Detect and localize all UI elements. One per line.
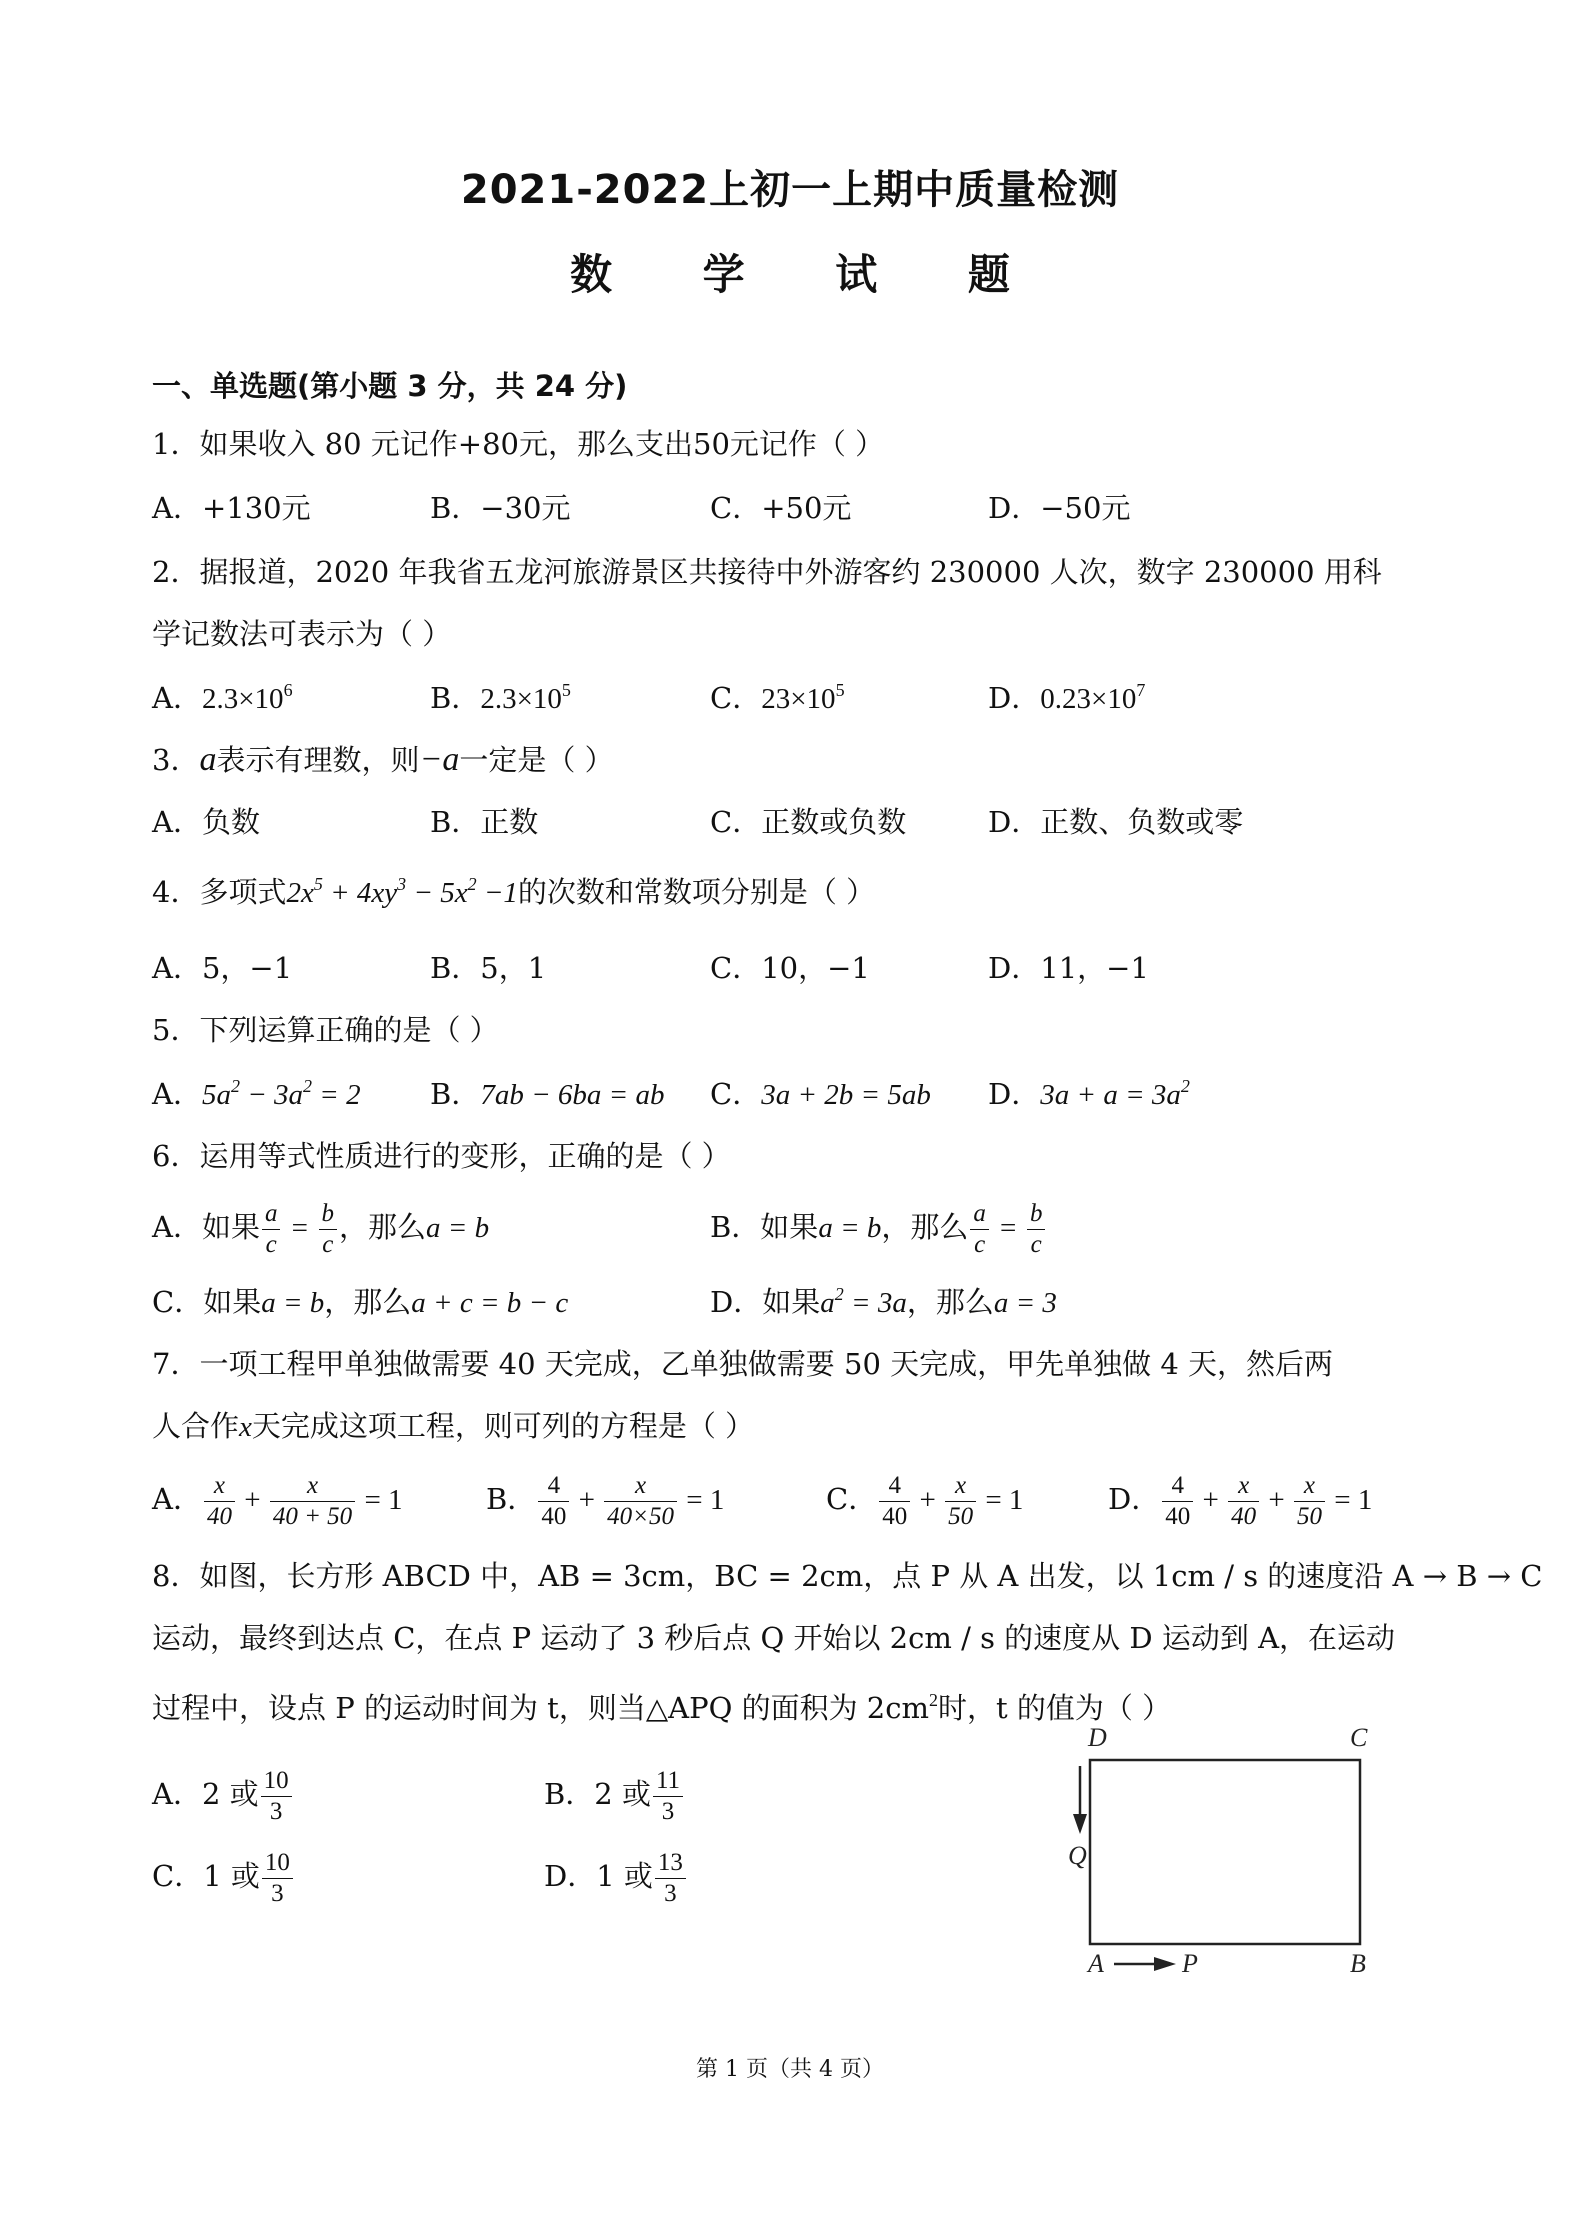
rectangle-abcd-figure	[1070, 1722, 1400, 1982]
question-8-stem-line2: 运动，最终到达点 C，在点 P 运动了 3 秒后点 Q 开始以 2cm / s 的速度从 D 运动到 A，在运动	[152, 1621, 1396, 1655]
question-1-stem: 1．如果收入 80 元记作+80元，那么支出50元记作（ ）	[152, 427, 885, 461]
vertex-label-c: C	[1350, 1723, 1368, 1752]
q7-option-a: A． $\frac{x}{40}$ + $\frac{x}{40 + 50}$ = 1	[152, 1471, 403, 1530]
q2-option-d: D．$0.23\times 10^7$	[988, 680, 1146, 715]
question-6-stem: 6．运用等式性质进行的变形，正确的是（ ）	[152, 1139, 731, 1173]
q8-option-d: D．1 或 $\frac{13}{3}$	[544, 1840, 688, 1912]
vertex-label-a: A	[1088, 1949, 1104, 1978]
q6-option-b: B．如果a = b，那么 $\frac{a}{c}$ = $\frac{b}{c}$	[710, 1192, 1047, 1263]
q3-option-c: C．正数或负数	[710, 805, 907, 839]
question-8-stem-line1: 8．如图，长方形 ABCD 中，AB = 3cm，BC = 2cm，点 P 从 A 出发，以 1cm / s 的速度沿 A → B → C	[152, 1559, 1543, 1593]
q4-option-a: A．5，−1	[152, 951, 293, 985]
q1-option-d: D．−50元	[988, 491, 1131, 525]
q2-option-a: A．$2.3\times 10^6$	[152, 680, 293, 715]
question-7-stem-line2: 人合作x天完成这项工程，则可列的方程是（ ）	[152, 1409, 755, 1443]
vertex-label-d: D	[1088, 1723, 1107, 1752]
q5-option-d: D．$3a + a = 3a^2$	[988, 1076, 1190, 1111]
q1-option-a: A．+130元	[152, 491, 311, 525]
q7-option-d: D． $\frac{4}{40}$ + $\frac{x}{40}$ + $\frac{x}{50}$ = 1	[1108, 1471, 1373, 1530]
q4-option-d: D．11，−1	[988, 951, 1149, 985]
q2-option-b: B．$2.3\times 10^5$	[430, 680, 571, 715]
arrow-down-icon	[1073, 1766, 1087, 1834]
q7-option-b: B． $\frac{4}{40}$ + $\frac{x}{40\times 50}$ = 1	[486, 1471, 725, 1530]
question-3-stem: 3．a表示有理数，则−a一定是（ ）	[152, 741, 614, 778]
rectangle-abcd	[1090, 1760, 1360, 1944]
q5-option-a: A．$5a^2 - 3a^2 = 2$	[152, 1076, 361, 1111]
q8-option-a: A．2 或 $\frac{10}{3}$	[152, 1758, 294, 1830]
q3-option-d: D．正数、负数或零	[988, 805, 1244, 839]
question-4-stem: 4．多项式$2x^5 + 4xy^3 - 5x^2 -1$的次数和常数项分别是（ ）	[152, 874, 876, 909]
question-5-stem: 5．下列运算正确的是（ ）	[152, 1013, 499, 1047]
q4-option-c: C．10，−1	[710, 951, 870, 985]
vertex-label-b: B	[1350, 1949, 1366, 1978]
point-label-q: Q	[1068, 1841, 1087, 1870]
question-7-stem-line1: 7．一项工程甲单独做需要 40 天完成，乙单独做需要 50 天完成，甲先单独做 4 天，然后两	[152, 1347, 1334, 1381]
q6-option-a: A．如果 $\frac{a}{c}$ = $\frac{b}{c}$ ，那么a = b	[152, 1199, 490, 1258]
page-footer: 第 1 页（共 4 页）	[696, 2057, 884, 2082]
arrow-right-icon	[1114, 1957, 1176, 1971]
q6-option-c: C．如果a = b，那么a + c = b − c	[152, 1285, 569, 1319]
q4-option-b: B．5，1	[430, 951, 547, 985]
q1-option-b: B．−30元	[430, 491, 571, 525]
question-8-stem-line3: 过程中，设点 P 的运动时间为 t，则当△APQ 的面积为 $2cm^2$时，t 的值为（ ）	[152, 1690, 1172, 1725]
q1-option-c: C．+50元	[710, 491, 852, 525]
point-label-p: P	[1182, 1949, 1198, 1978]
q6-option-d: D．如果$a^2 = 3a$，那么a = 3	[710, 1284, 1057, 1319]
q3-option-b: B．正数	[430, 805, 539, 839]
q8-option-c: C．1 或 $\frac{10}{3}$	[152, 1840, 295, 1912]
q7-option-c: C． $\frac{4}{40}$ + $\frac{x}{50}$ = 1	[826, 1471, 1024, 1530]
polynomial-expression: $2x^5 + 4xy^3 - 5x^2 -1$	[286, 874, 518, 909]
question-2-stem-line2: 学记数法可表示为（ ）	[152, 617, 452, 651]
q2-option-c: C．$23\times 10^5$	[710, 680, 845, 715]
exam-title: 2021-2022上初一上期中质量检测	[460, 167, 1120, 213]
q8-option-b: B．2 或 $\frac{11}{3}$	[544, 1758, 685, 1830]
q5-option-c: C．3a + 2b = 5ab	[710, 1077, 931, 1111]
q5-option-b: B．7ab − 6ba = ab	[430, 1077, 665, 1111]
q3-option-a: A．负数	[152, 805, 260, 839]
section-heading: 一、单选题(第小题 3 分，共 24 分)	[152, 369, 628, 403]
question-2-stem-line1: 2．据报道，2020 年我省五龙河旅游景区共接待中外游客约 230000 人次，数字 230000 用科	[152, 555, 1382, 589]
subject-title: 数 学 试 题	[570, 250, 1048, 299]
